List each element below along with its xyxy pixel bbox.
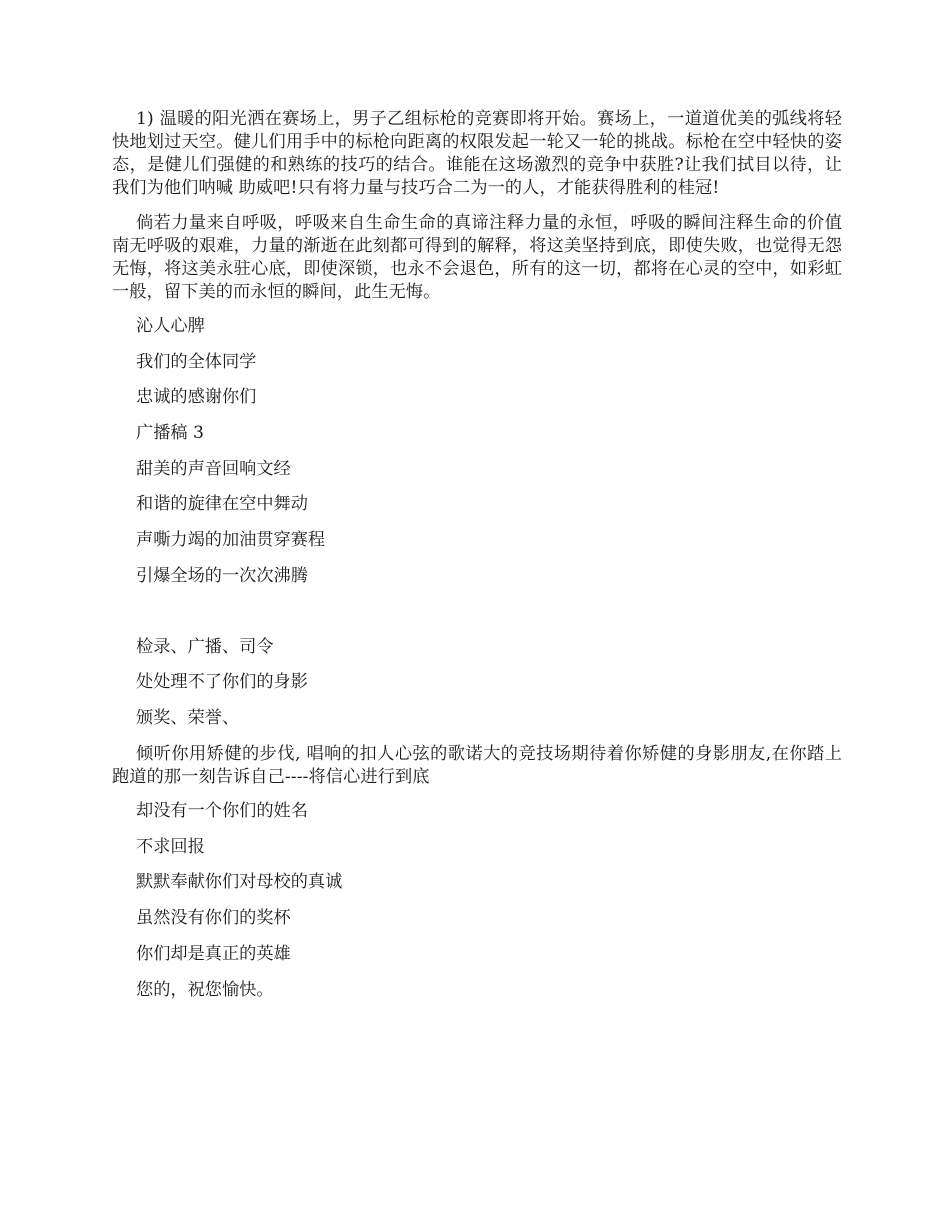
text-line: 你们却是真正的英雄 [136,943,291,964]
text-line: 不求回报 [136,836,205,857]
text-line: 我们的全体同学 [136,351,257,372]
text-line: 和谐的旋律在空中舞动 [136,494,308,515]
blank-line [112,601,842,636]
text-line: 虽然没有你们的奖杯 [136,908,291,929]
text-line: 检录、广播、司令 [136,636,274,657]
text-line: 却没有一个你们的姓名 [136,801,308,822]
document-body [112,108,842,1014]
text-line: 引爆全场的一次次沸腾 [136,565,308,586]
text-line: 沁人心脾 [136,316,205,336]
section-heading: 广播稿 3 [136,423,204,444]
text-line: 颁奖、荣誉、 [136,707,240,728]
paragraph-breath: 倘若力量来自呼吸，呼吸来自生命生命的真谛注释力量的永恒，呼吸的瞬间注释生命的价值南无呼吸的艰难，力量的渐逝在此刻都可得到的解释，将这美坚持到底，即使失败，也觉得无怨无悔，将这美永驻心底，即使深锁，也永不会退色，所有的这一切，都将在心灵的空中，如彩虹一般，留下美的而永恒的瞬间，此生无悔。 [112,212,842,302]
text-line: 忠诚的感谢你们 [136,387,257,408]
text-line: 甜美的声音回响文经 [136,458,291,479]
text-line: 默默奉献你们对母校的真诚 [136,872,343,893]
text-line: 声嘶力竭的加油贯穿赛程 [136,530,326,551]
text-line: 您的，祝您愉快。 [136,979,274,1000]
paragraph-track: 倾听你用矫健的步伐, 唱响的扣人心弦的歌诺大的竞技场期待着你矫健的身影朋友,在你踏上跑道的那一刻告诉自己----将信心进行到底 [112,743,842,787]
paragraph-javelin: 1) 温暖的阳光洒在赛场上，男子乙组标枪的竞赛即将开始。赛场上，一道道优美的弧线将轻快地划过天空。健儿们用手中的标枪向距离的权限发起一轮又一轮的挑战。标枪在空中轻快的姿态，是健儿们强健的和熟练的技巧的结合。谁能在这场激烈的竞争中获胜?让我们拭目以待，让我们为他们呐喊 助威吧!只有将力量与技巧合二为一的人，才能获得胜利的桂冠! [112,109,842,198]
text-line: 处处理不了你们的身影 [136,672,308,693]
